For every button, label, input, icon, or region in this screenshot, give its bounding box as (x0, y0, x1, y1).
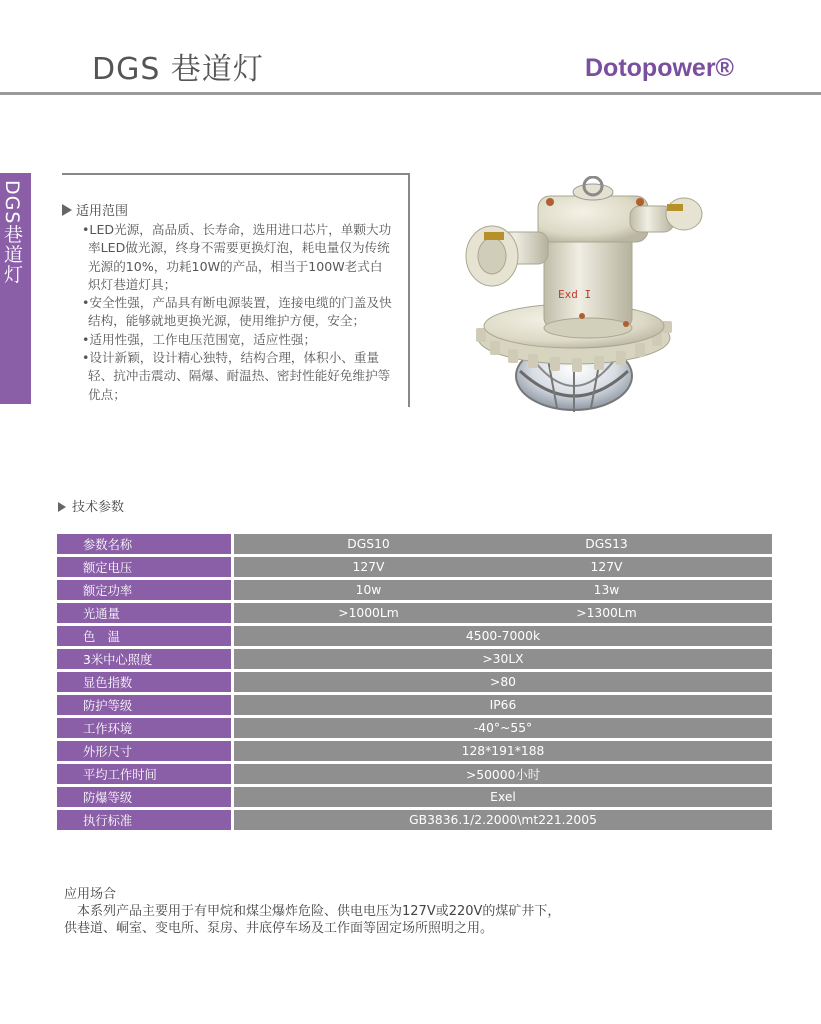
table-row (57, 764, 772, 784)
spec-label: 防护等级 (57, 695, 234, 715)
spec-value: 128*191*188 (234, 741, 772, 761)
table-row (57, 649, 772, 669)
table-row (57, 741, 772, 761)
list-item: •LED光源，高品质、长寿命，选用进口芯片，单颗大功率LED做光源，终身不需要更换灯泡，耗电量仅为传统光源的10%，功耗10W的产品，相当于100W老式白炽灯巷道灯具； (82, 222, 392, 292)
spec-value-dgs10: DGS10 (234, 534, 441, 554)
spec-label: 额定电压 (57, 557, 234, 577)
spec-label: 外形尺寸 (57, 741, 234, 761)
brand-logo: Dotopower® (585, 54, 734, 82)
spec-label: 工作环境 (57, 718, 234, 738)
side-tab-label: DGS巷道灯 (1, 180, 23, 285)
table-row (57, 603, 772, 623)
applicability-heading (62, 200, 128, 219)
spec-label: 防爆等级 (57, 787, 234, 807)
spec-table (57, 531, 772, 833)
usage-section (64, 886, 764, 937)
spec-value-dgs13: DGS13 (441, 534, 772, 554)
list-item: •适用性强，工作电压范围宽，适应性强； (82, 331, 317, 347)
spec-table-body (57, 534, 772, 830)
applicability-heading-text: 适用范围 (76, 204, 129, 219)
spec-value: >80 (234, 672, 772, 692)
usage-line: 供巷道、峒室、变电所、泵房、井底停车场及工作面等固定场所照明之用。 (64, 921, 494, 936)
spec-value-dgs10: >1000Lm (234, 603, 441, 623)
spec-label: 额定功率 (57, 580, 234, 600)
table-row (57, 718, 772, 738)
spec-value: GB3836.1/2.2000\mt221.2005 (234, 810, 772, 830)
triangle-bullet-icon (58, 502, 66, 512)
table-row (57, 695, 772, 715)
spec-value-dgs13: 13w (441, 580, 772, 600)
table-row (57, 810, 772, 830)
usage-heading: 应用场合 (64, 887, 117, 902)
spec-label: 光通量 (57, 603, 234, 623)
table-row (57, 787, 772, 807)
page-title: DGS 巷道灯 (92, 52, 264, 87)
spec-value: IP66 (234, 695, 772, 715)
spec-value-dgs10: 127V (234, 557, 441, 577)
spec-value: 4500-7000k (234, 626, 772, 646)
spec-label: 执行标准 (57, 810, 234, 830)
list-item: •安全性强，产品具有断电源装置，连接电缆的门盖及快结构，能够就地更换光源，使用维护方便，安全； (82, 295, 392, 329)
spec-label: 参数名称 (57, 534, 234, 554)
table-row (57, 580, 772, 600)
table-row (57, 672, 772, 692)
spec-label: 平均工作时间 (57, 764, 234, 784)
feature-list (82, 221, 394, 404)
table-row (57, 626, 772, 646)
specs-heading (58, 496, 124, 515)
spec-value: >50000小时 (234, 764, 772, 784)
spec-value-dgs13: 127V (441, 557, 772, 577)
header-divider (0, 92, 821, 95)
spec-value: -40°~55° (234, 718, 772, 738)
spec-value: Exel (234, 787, 772, 807)
usage-line: 本系列产品主要用于有甲烷和煤尘爆炸危险、供电电压为127V或220V的煤矿井下， (77, 904, 561, 919)
specs-heading-text: 技术参数 (72, 500, 125, 515)
spec-value-dgs13: >1300Lm (441, 603, 772, 623)
table-row (57, 557, 772, 577)
spec-value-dgs10: 10w (234, 580, 441, 600)
product-lamp-image (462, 176, 707, 414)
exd-marking: Exd I (558, 288, 592, 301)
list-item: •设计新颖，设计精心独特，结构合理，体积小、重量轻、抗冲击震动、隔爆、耐温热、密封性能好免维护等优点； (82, 350, 391, 402)
spec-label: 显色指数 (57, 672, 234, 692)
triangle-bullet-icon (62, 204, 72, 216)
table-row (57, 534, 772, 554)
spec-label: 色 温 (57, 626, 234, 646)
spec-value: >30LX (234, 649, 772, 669)
spec-label: 3米中心照度 (57, 649, 234, 669)
